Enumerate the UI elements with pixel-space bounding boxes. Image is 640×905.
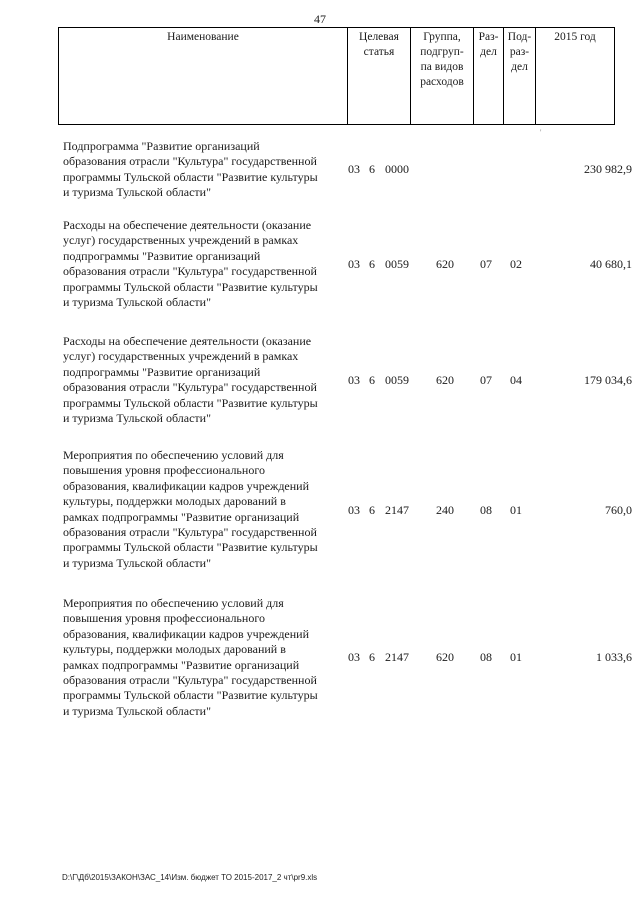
target-article-part1: 03	[348, 162, 360, 176]
expense-group: 620	[436, 257, 454, 271]
amount-2015: 1 033,6	[596, 650, 632, 664]
file-path-footer: D:\Г\Дб\2015\ЗАКОН\ЗАС_14\Изм. бюджет ТО 2015-2017_2 чт\pr9.xls	[62, 873, 318, 882]
row-name: Мероприятия по обеспечению условий для повышения уровня профессионального образования, квалификации кадров учреждений культуры, поддержки молодых дарований в рамках подпрограммы "Развитие организаций образования отрасли "Культура" государственной программы Тульской области "Развитие культуры и туризма Тульской области"	[63, 596, 318, 718]
section: 08	[480, 650, 492, 664]
table-header	[58, 27, 615, 125]
amount-2015: 230 982,9	[584, 162, 632, 176]
target-article-part2: 6	[369, 162, 375, 176]
target-article-part1: 03	[348, 373, 360, 387]
amount-2015: 179 034,6	[584, 373, 632, 387]
section: 08	[480, 503, 492, 517]
expense-group: 620	[436, 650, 454, 664]
target-article-part1: 03	[348, 503, 360, 517]
subsection: 01	[510, 650, 522, 664]
header-expense-group: Группа, подгруп- па видов расходов	[420, 31, 464, 88]
subsection: 02	[510, 257, 522, 271]
row-name: Расходы на обеспечение деятельности (оказание услуг) государственных учреждений в рамках подпрограммы "Развитие организаций образования отрасли "Культура" государственной программы Тульской области "Развитие культуры и туризма Тульской области"	[63, 334, 318, 426]
section: 07	[480, 373, 492, 387]
target-article-part3: 0059	[385, 257, 409, 271]
header-year-2015: 2015 год	[554, 31, 596, 43]
header-target-article: Целевая статья	[359, 31, 399, 58]
target-article-part3: 2147	[385, 503, 409, 517]
header-name: Наименование	[167, 31, 239, 43]
scan-mark: '	[540, 128, 542, 137]
page-number: 47	[314, 12, 326, 26]
expense-group: 620	[436, 373, 454, 387]
target-article-part2: 6	[369, 503, 375, 517]
target-article-part2: 6	[369, 650, 375, 664]
subsection: 01	[510, 503, 522, 517]
row-name: Мероприятия по обеспечению условий для повышения уровня профессионального образования, квалификации кадров учреждений культуры, поддержки молодых дарований в рамках подпрограммы "Развитие организаций образования отрасли "Культура" государственной программы Тульской области "Развитие культуры и туризма Тульской области"	[63, 448, 318, 570]
target-article-part2: 6	[369, 373, 375, 387]
section: 07	[480, 257, 492, 271]
target-article-part3: 2147	[385, 650, 409, 664]
expense-group: 240	[436, 503, 454, 517]
amount-2015: 40 680,1	[590, 257, 632, 271]
row-name: Расходы на обеспечение деятельности (оказание услуг) государственных учреждений в рамках подпрограммы "Развитие организаций образования отрасли "Культура" государственной программы Тульской области "Развитие культуры и туризма Тульской области"	[63, 218, 318, 310]
target-article-part3: 0059	[385, 373, 409, 387]
subsection: 04	[510, 373, 522, 387]
amount-2015: 760,0	[605, 503, 632, 517]
target-article-part3: 0000	[385, 162, 409, 176]
target-article-part2: 6	[369, 257, 375, 271]
target-article-part1: 03	[348, 650, 360, 664]
header-subsection: Под- раз- дел	[507, 31, 532, 73]
target-article-part1: 03	[348, 257, 360, 271]
header-section: Раз- дел	[478, 31, 499, 58]
row-name: Подпрограмма "Развитие организаций образования отрасли "Культура" государственной программы Тульской области "Развитие культуры и туризма Тульской области"	[63, 139, 318, 200]
